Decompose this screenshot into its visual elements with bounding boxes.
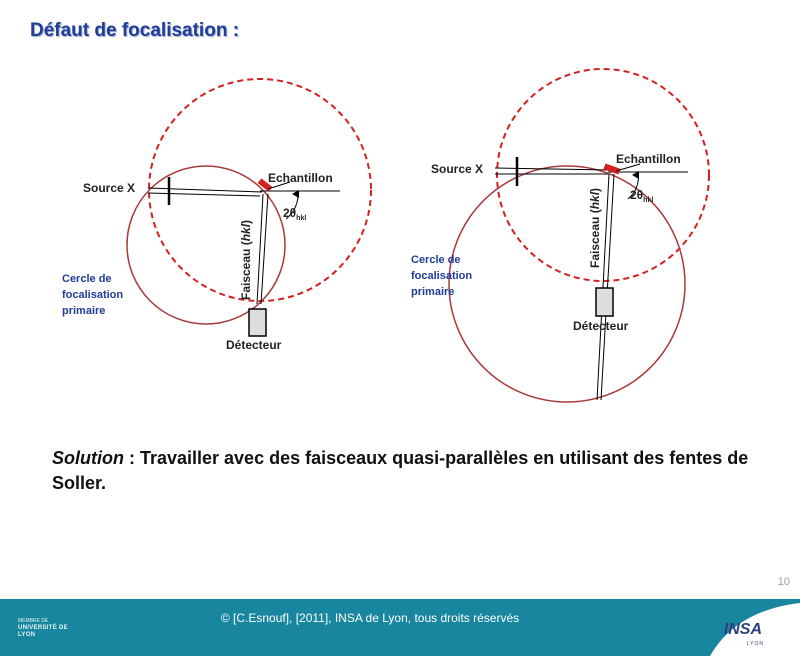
right-detector-label: Détecteur [573, 319, 629, 333]
universite-lyon-small: MEMBRE DE [18, 618, 49, 624]
right-circle-label-line: primaire [411, 286, 455, 298]
right-diagram [411, 69, 709, 402]
left-circle-label [62, 273, 123, 317]
left-beam-label: Faisceau (hkl) [239, 219, 253, 300]
insa-logo: INSA [723, 621, 762, 638]
right-angle-label: $2\theta_{hkl}$ [630, 188, 654, 204]
right-circle-label [411, 254, 472, 298]
copyright-notice: © [C.Esnouf], [2011], INSA de Lyon, tous droits réservés [220, 611, 520, 625]
right-sample-label: Echantillon [616, 152, 681, 166]
solution-text [52, 446, 772, 496]
insa-logo-sub: LYON [746, 641, 764, 647]
right-detector [596, 288, 613, 316]
page-number: 10 [777, 576, 790, 588]
footer [0, 599, 800, 656]
slide-title: Défaut de focalisation : [30, 20, 240, 41]
left-source-label: Source X [83, 181, 136, 195]
left-detector [249, 309, 266, 336]
right-focusing-circle-dashed [497, 69, 709, 281]
left-circle-label-line: focalisation [62, 289, 124, 301]
right-source-label: Source X [431, 162, 484, 176]
universite-lyon-logo [18, 618, 80, 639]
left-incident-beam [148, 193, 260, 196]
right-beam-label: Faisceau (hkl) [588, 187, 602, 268]
left-incident-beam [148, 188, 262, 192]
solution-label: Solution [52, 448, 124, 468]
left-circle-label-line: Cercle de [62, 273, 112, 285]
left-sample-label: Echantillon [268, 171, 333, 185]
left-angle-label: $2\theta_{hkl}$ [283, 206, 307, 222]
universite-lyon-name: UNIVERSITÉ DE LYON [18, 625, 68, 638]
right-circle-label-line: Cercle de [411, 254, 461, 266]
left-focusing-circle-dashed [149, 79, 371, 301]
left-circle-label-line: primaire [62, 305, 106, 317]
left-detector-label: Détecteur [226, 338, 282, 352]
right-circle-label-line: focalisation [411, 270, 473, 282]
solution-body: : Travailler avec des faisceaux quasi-parallèles en utilisant des fentes de Soller. [52, 448, 749, 493]
left-diagram [62, 79, 371, 352]
